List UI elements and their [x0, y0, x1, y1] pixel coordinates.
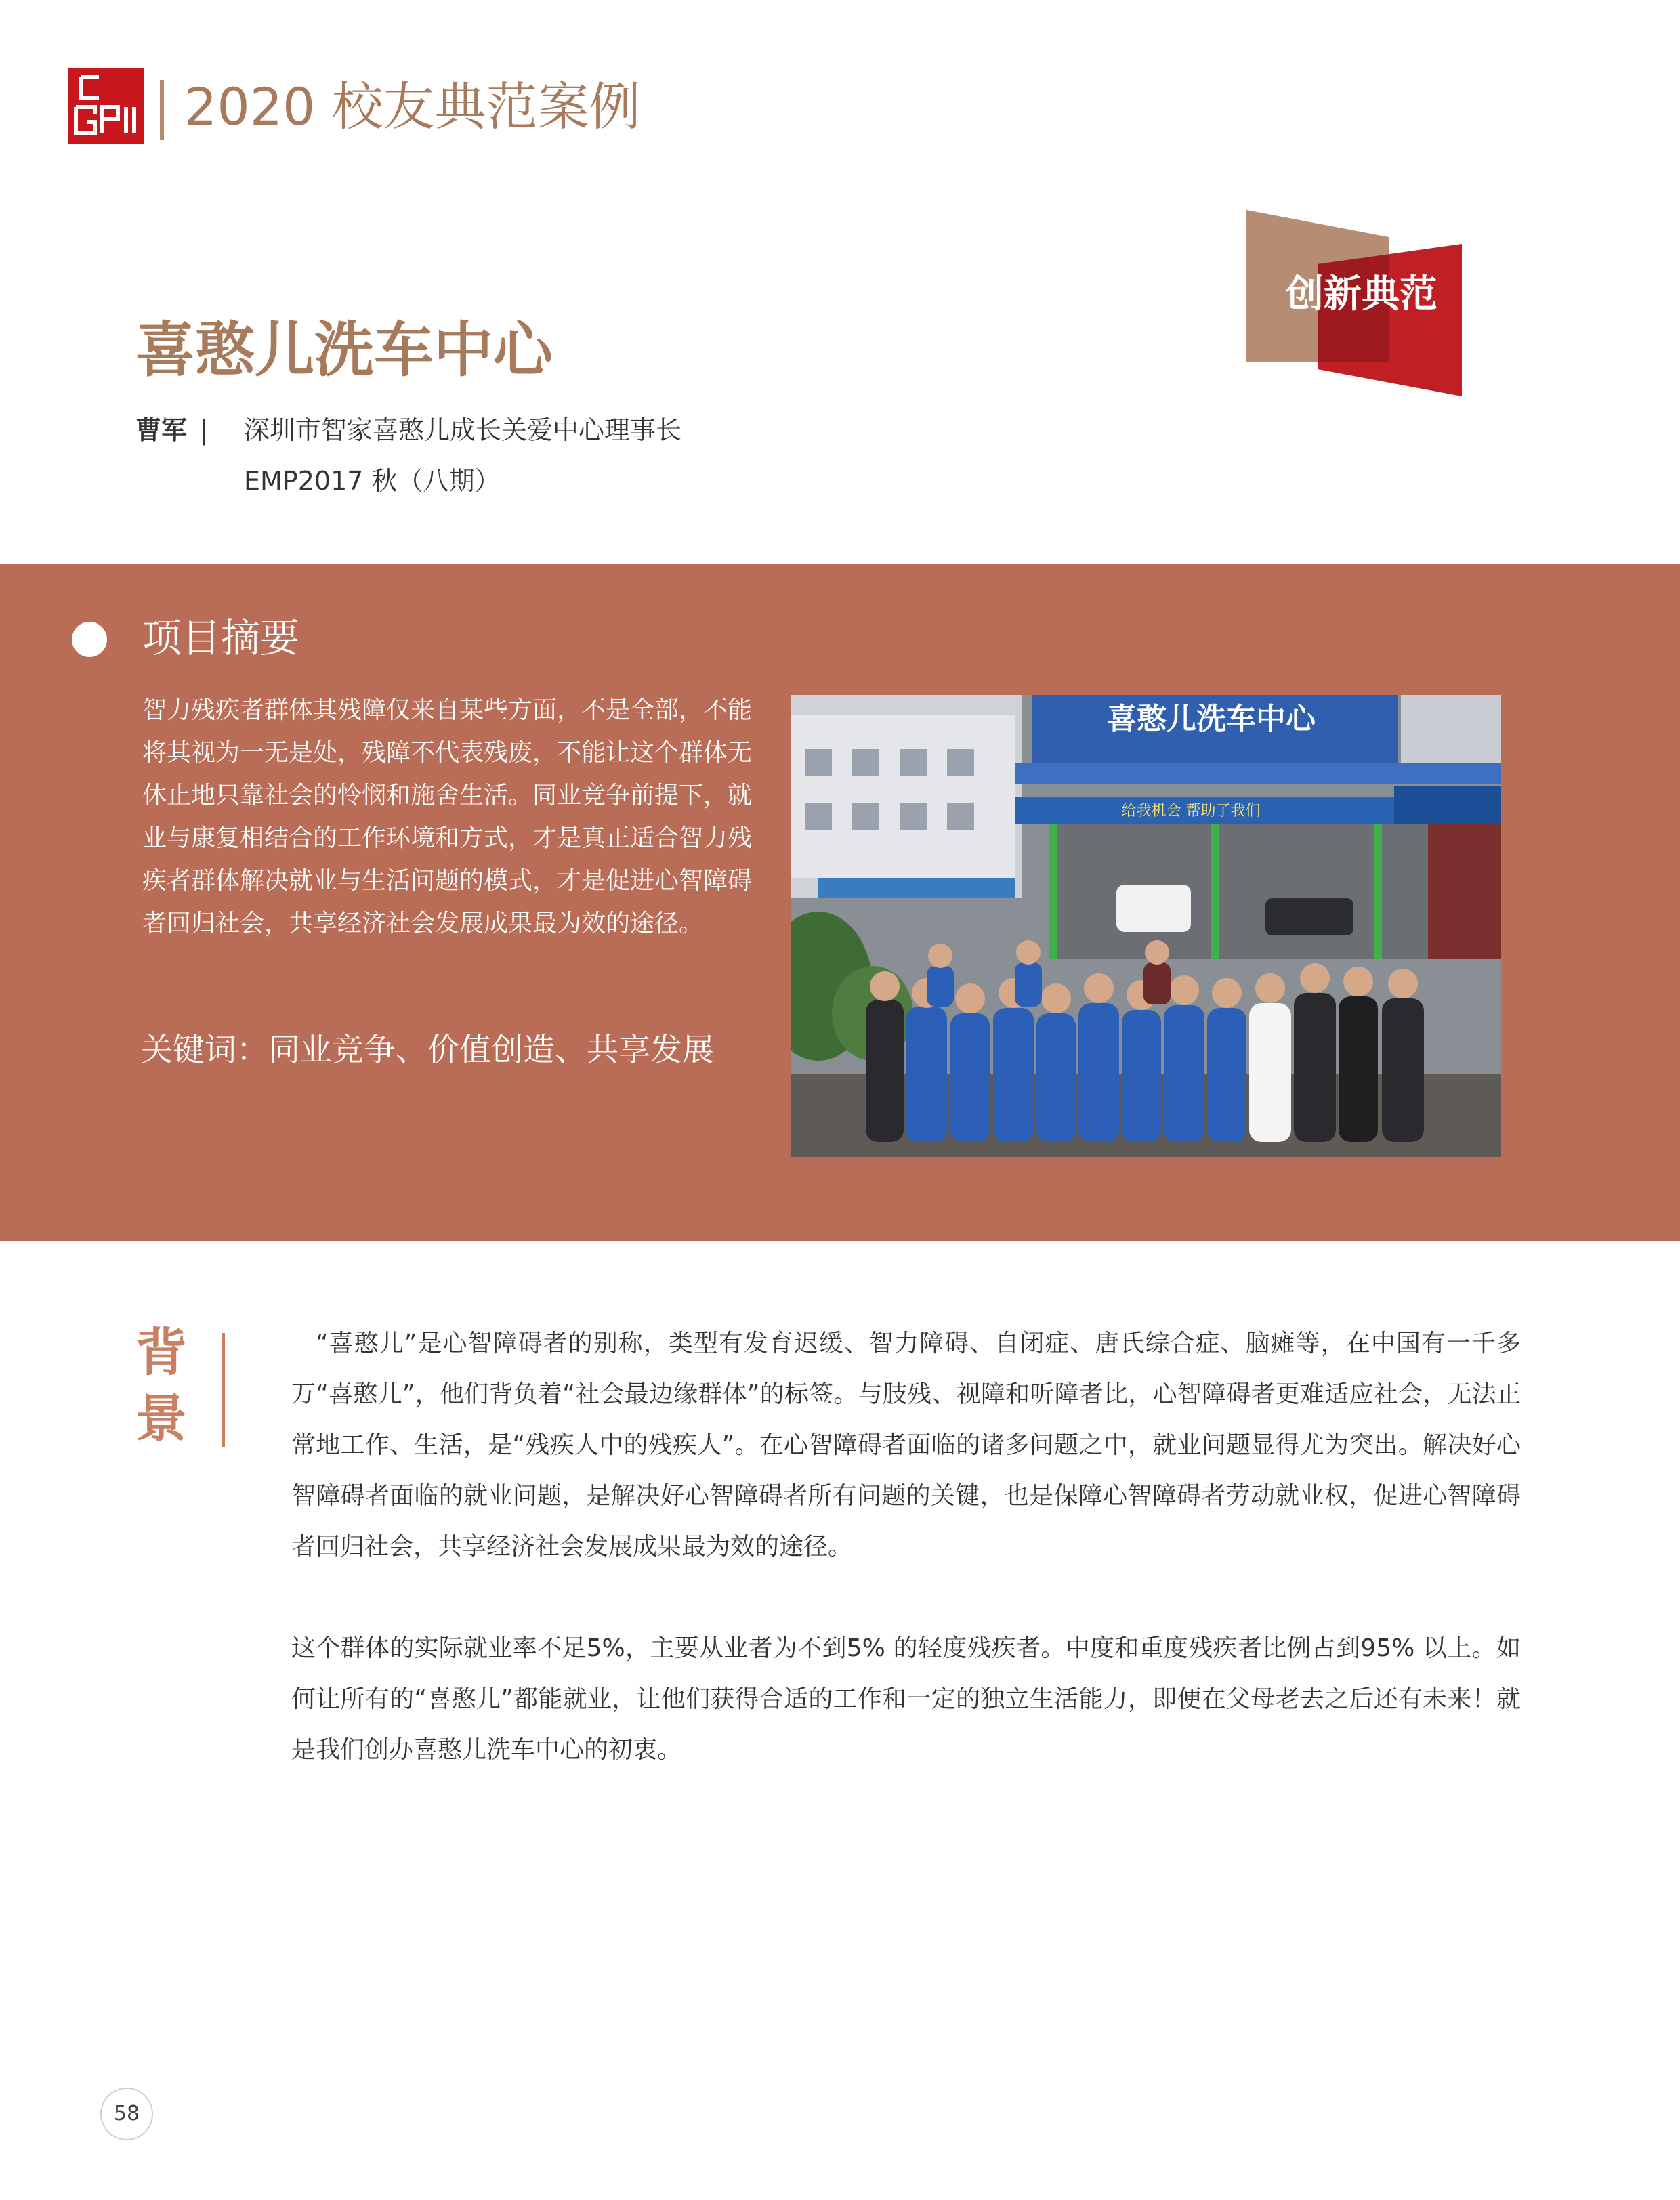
- background-label-char-1: 背: [135, 1322, 187, 1382]
- summary-text: 智力残疾者群体其残障仅来自某些方面，不是全部，不能将其视为一无是处，残障不代表残废，不能让这个群体无休止地只靠社会的怜悯和施舍生活。同业竞争前提下，就业与康复相结合的工作环境和方式，才是真正适合智力残疾者群体解决就业与生活问题的模式，才是促进心智障碍者回归社会，共享经济社会发展成果最为效的途径。: [142, 696, 753, 937]
- bullet-dot-icon: [72, 622, 107, 657]
- group-photo: [791, 695, 1501, 1157]
- page-number: 58: [113, 2102, 140, 2125]
- background-label-char-2: 景: [135, 1389, 187, 1449]
- cgpi-logo: [68, 68, 144, 144]
- person-role: 深圳市智家喜憨儿成长关爱中心理事长: [244, 415, 682, 445]
- person-program: EMP2017 秋（八期）: [244, 466, 501, 496]
- background-paragraph-2: 这个群体的实际就业率不足5%，主要从业者为不到5% 的轻度残疾者。中度和重度残疾者比例占到95% 以上。如何让所有的“喜憨儿”都能就业，让他们获得合适的工作和一定的独立生活能力，即便在父母老去之后还有未来！就是我们创办喜憨儿洗车中心的初衷。: [291, 1634, 1521, 1764]
- photo-sign-text: 喜憨儿洗车中心: [1107, 702, 1316, 736]
- header-title: 2020 校友典范案例: [184, 77, 641, 137]
- badge-label: 创新典范: [1286, 272, 1437, 316]
- logo-text: CGPI: [106, 141, 108, 142]
- summary-keywords: 关键词：同业竞争、价值创造、共享发展: [141, 1032, 714, 1069]
- header-divider: [160, 80, 164, 140]
- background-label-rule: [222, 1333, 225, 1447]
- summary-heading: 项目摘要: [142, 615, 300, 661]
- case-title: 喜憨儿洗车中心: [135, 315, 553, 385]
- person-separator: |: [200, 415, 209, 445]
- background-paragraph-1: “喜憨儿”是心智障碍者的别称，类型有发育迟缓、智力障碍、自闭症、唐氏综合症、脑瘫等，在中国有一千多万“喜憨儿”，他们背负着“社会最边缘群体”的标签。与肢残、视障和听障者比，心智障碍者更难适应社会，无法正常地工作、生活，是“残疾人中的残疾人”。在心智障碍者面临的诸多问题之中，就业问题显得尤为突出。解决好心智障碍者面临的就业问题，是解决好心智障碍者所有问题的关键，也是保障心智障碍者劳动就业权，促进心智障碍者回归社会，共享经济社会发展成果最为效的途径。: [291, 1330, 1521, 1561]
- photo-banner-text: 给我机会 帮助了我们: [1121, 803, 1261, 820]
- person-name: 曹军: [135, 415, 188, 445]
